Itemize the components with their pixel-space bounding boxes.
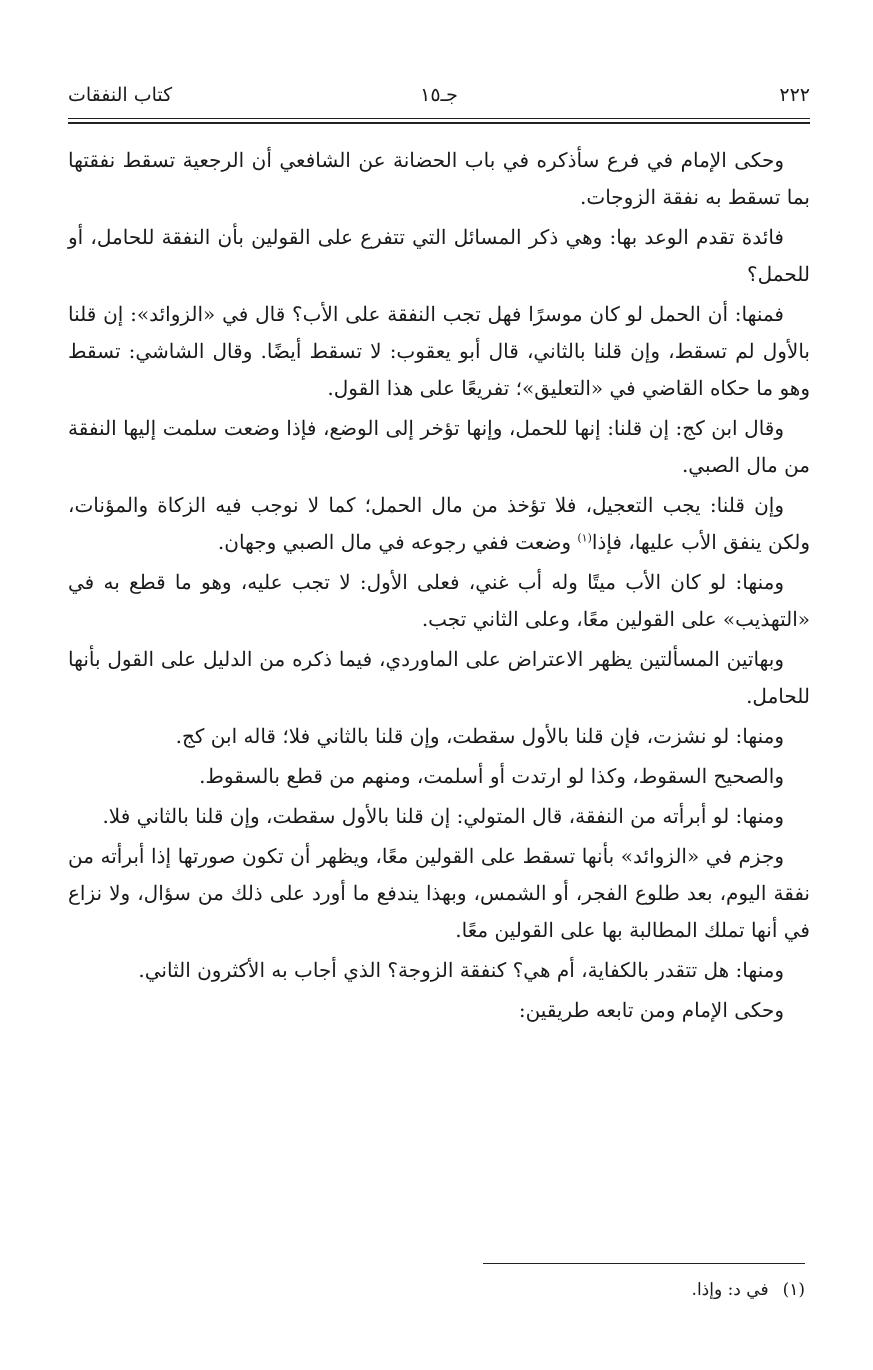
footnote-text: في د: وإذا. xyxy=(691,1280,769,1300)
footnote xyxy=(692,1280,805,1300)
paragraph: ومنها: لو أبرأته من النفقة، قال المتولي: إن قلنا بالأول سقطت، وإن قلنا بالثاني فلا. xyxy=(102,804,784,828)
header-rule-thick xyxy=(68,122,810,124)
paragraph: وقال ابن كج: إن قلنا: إنها للحمل، وإنها تؤخر إلى الوضع، فإذا وضعت سلمت إليها النفقة من مال الصبي. xyxy=(68,416,810,477)
footnote-separator xyxy=(483,1263,805,1264)
paragraph: وحكى الإمام ومن تابعه طريقين: xyxy=(518,998,784,1022)
main-text xyxy=(68,142,810,1029)
page-number: ٢٢٢ xyxy=(779,84,810,106)
footnote-reference[interactable]: (١) xyxy=(577,531,592,545)
paragraph-with-footnote xyxy=(68,487,810,561)
header-rule-thin xyxy=(68,118,810,119)
paragraph: ومنها: لو نشزت، فإن قلنا بالأول سقطت، وإن قلنا بالثاني فلا؛ قاله ابن كج. xyxy=(175,724,784,748)
paragraph-text: وإن قلنا: يجب التعجيل، فلا تؤخذ من مال الحمل؛ كما لا نوجب فيه الزكاة والمؤنات، ولكن ينفق الأب عليها، فإذا xyxy=(68,493,810,554)
paragraph: وبهاتين المسألتين يظهر الاعتراض على الماوردي، فيما ذكره من الدليل على القول بأنها للحامل. xyxy=(68,647,810,708)
paragraph: وجزم في «الزوائد» بأنها تسقط على القولين معًا، ويظهر أن تكون صورتها إذا أبرأته من نفقة اليوم، بعد طلوع الفجر، أو الشمس، وبهذا يندفع ما أورد على ذلك من سؤال، ولا نزاع في أنها تملك المطالبة بها على القولين معًا. xyxy=(68,844,810,942)
paragraph-text-continued: وضعت ففي رجوعه في مال الصبي وجهان. xyxy=(217,530,578,554)
paragraph: ومنها: هل تتقدر بالكفاية، أم هي؟ كنفقة الزوجة؟ الذي أجاب به الأكثرون الثاني. xyxy=(138,958,784,982)
paragraph: فمنها: أن الحمل لو كان موسرًا فهل تجب النفقة على الأب؟ قال في «الزوائد»: إن قلنا بالأول لم تسقط، وإن قلنا بالثاني، قال أبو يعقوب: لا تسقط أيضًا. وقال الشاشي: تسقط وهو ما حكاه القاضي في «التعليق»؛ تفريعًا على هذا القول. xyxy=(68,302,810,400)
paragraph: والصحيح السقوط، وكذا لو ارتدت أو أسلمت، ومنهم من قطع بالسقوط. xyxy=(199,764,784,788)
footnote-number: (١) xyxy=(782,1280,805,1300)
volume-label: جـ١٥ xyxy=(420,84,458,106)
running-header xyxy=(68,78,810,114)
paragraph: وحكى الإمام في فرع سأذكره في باب الحضانة عن الشافعي أن الرجعية تسقط نفقتها بما تسقط به نفقة الزوجات. xyxy=(68,148,810,209)
book-title: كتاب النفقات xyxy=(68,84,173,106)
document-page xyxy=(68,78,810,1032)
paragraph: ومنها: لو كان الأب ميتًا وله أب غني، فعلى الأول: لا تجب عليه، وهو ما قطع به في «التهذيب» على القولين معًا، وعلى الثاني تجب. xyxy=(68,570,810,631)
paragraph: فائدة تقدم الوعد بها: وهي ذكر المسائل التي تتفرع على القولين بأن النفقة للحامل، أو للحمل؟ xyxy=(68,225,810,286)
